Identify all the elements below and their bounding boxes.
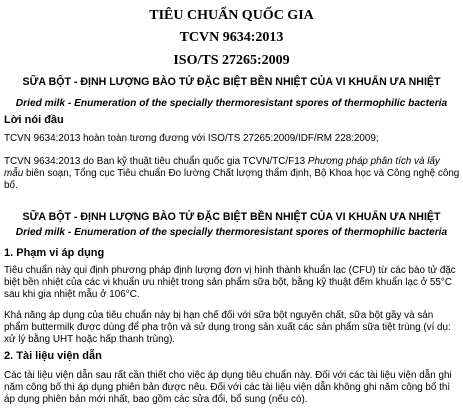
section-1-heading: 1. Phạm vi áp dụng — [4, 247, 105, 259]
standard-type-title: TIÊU CHUẨN QUỐC GIA — [149, 8, 314, 23]
foreword-text-a: TCVN 9634:2013 do Ban kỹ thuật tiêu chuẩn quốc gia TCVN/TC/F13 — [4, 156, 308, 167]
body-title-en: Dried milk - Enumeration of the specially thermoresistant spores of thermophilic bacteria — [15, 227, 448, 238]
section-2-paragraph-1: Các tài liệu viện dẫn sau rất cần thiết cho việc áp dụng tiêu chuẩn này. Đối với các tài liệu viện dẫn ghi năm công bố thì áp dụng phiên bản được nêu. Đối với các tài liệu viện dẫn không ghi năm công bố thì áp dụng phiên bản mới nhất, bao gồm các sửa đổi, bổ sung (nếu có). — [4, 370, 452, 406]
section-2-heading: 2. Tài liệu viện dẫn — [4, 350, 102, 362]
foreword-heading: Lời nói đầu — [4, 114, 64, 126]
foreword-paragraph-1: TCVN 9634:2013 hoàn toàn tương đương với ISO/TS 27265:2009/IDF/RM 228:2009; — [4, 133, 379, 144]
foreword-text-italic: Phương pháp phân tích và lấy mẫu — [4, 156, 440, 180]
section-1-paragraph-2: Khả năng áp dụng của tiêu chuẩn này bị hạn chế đối với sữa bột nguyên chất, sữa bột gầy và sản phẩm buttermilk được dùng để pha trộn và sử dụng trong sản xuất các sản phẩm sữa tiệt trùng (ví dụ: xử lý bằng UHT hoặc hấp thanh trùng). — [4, 310, 451, 346]
body-title-vi: SỮA BỘT - ĐỊNH LƯỢNG BÀO TỬ ĐẶC BIỆT BỀN NHIỆT CỦA VI KHUẨN ƯA NHIỆT — [22, 211, 441, 223]
section-1-paragraph-1: Tiêu chuẩn này qui định phương pháp định lượng đơn vị hình thành khuẩn lạc (CFU) từ các bào tử đặc biệt bền nhiệt của các vi khuẩn ưu nhiệt trong sản phẩm sữa bột, bằng kỹ thuật đếm khuẩn lạc ở 55°C sau khi gia nhiệt mẫu ở 106°C. — [4, 265, 456, 301]
foreword-text-c: biên soạn, Tổng cục Tiêu chuẩn Đo lường Chất lượng thẩm định, Bộ Khoa học và Công nghệ công bố. — [4, 168, 460, 192]
foreword-paragraph-2 — [4, 156, 460, 193]
iso-number: ISO/TS 27265:2009 — [173, 53, 290, 68]
standard-number: TCVN 9634:2013 — [179, 30, 284, 45]
document-title-vi: SỮA BỘT - ĐỊNH LƯỢNG BÀO TỬ ĐẶC BIỆT BỀN NHIỆT CỦA VI KHUẨN ƯA NHIỆT — [22, 76, 441, 88]
document-title-en: Dried milk - Enumeration of the specially thermoresistant spores of thermophilic bacteria — [15, 98, 448, 109]
